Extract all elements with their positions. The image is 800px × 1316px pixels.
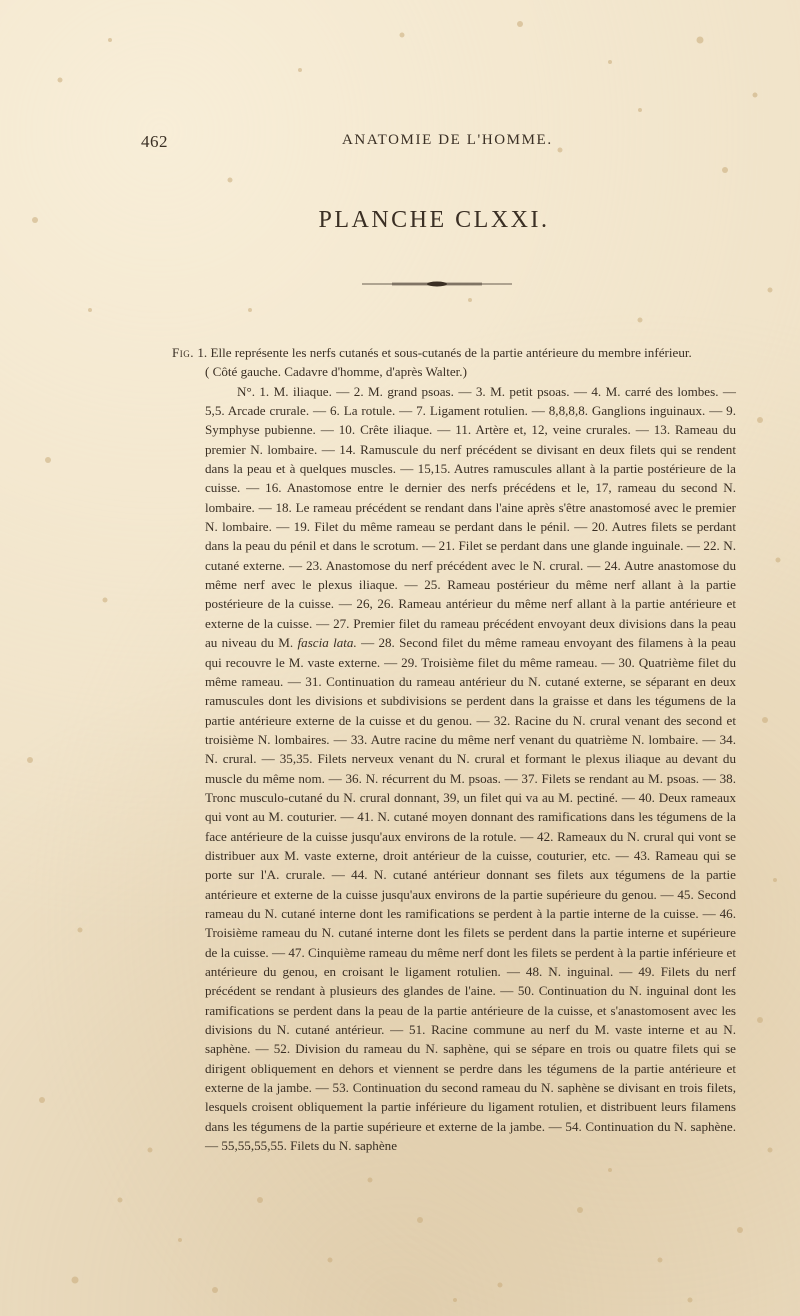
legend-paragraph	[172, 382, 736, 1156]
figure-caption	[172, 343, 736, 362]
figure-legend	[172, 343, 736, 1155]
running-head	[0, 132, 800, 152]
figure-caption-text: Elle représente les nerfs cutanés et sous-cutanés de la partie antérieure du membre inférieur.	[210, 345, 692, 360]
figure-number: 1.	[197, 345, 208, 360]
legend-italic-term: fascia lata.	[297, 635, 357, 651]
plate-title: PLANCHE CLXXI.	[318, 207, 550, 233]
ornamental-rule	[362, 280, 512, 288]
running-title: ANATOMIE DE L'HOMME.	[342, 132, 553, 148]
figure-label: Fig.	[172, 345, 195, 360]
legend-text-part1: N°. 1. M. iliaque. — 2. M. grand psoas. — 3. M. petit psoas. — 4. M. carré des lombes. — 5,5. Arcade crurale. — 6. La rotule. — 7. Ligament rotulien. — 8,8,8,8. Ganglions inguinaux. — 9. Symphyse pubienne. — 10. Crête iliaque. — 11. Artère et, 12, veine crurales. — 13. Rameau du premier N. lombaire. — 14. Ramuscule du nerf précédent se divisant en deux filets qui se rendent dans la peau et à quelques muscles. — 15,15. Autres ramuscules allant à la partie postérieure de la cuisse. — 16. Anastomose entre le dernier des nerfs précédens et le, 17, rameau du second N. lombaire. — 18. Le rameau précédent se rendant dans l'aine après s'être anastomosé avec le premier N. lombaire. — 19. Filet du même rameau se perdant dans le pénil. — 20. Autres filets se perdant dans la peau du pénil et dans le scrotum. — 21. Filet se perdant dans une glande inguinale. — 22. N. cutané externe. — 23. Anastomose du nerf précédent avec le N. crural. — 24. Autre anastomose du même nerf avec le plexus iliaque. — 25. Rameau postérieur du même nerf allant à la partie postérieure de la cuisse. — 26, 26. Rameau antérieur du même nerf allant à la partie antérieure et externe de la cuisse. — 27. Premier filet du rameau précédent envoyant deux divisions dans la peau au niveau du M.	[205, 383, 736, 651]
legend-text-part2: — 28. Second filet du même rameau envoyant des filamens à la peau qui recouvre le M. vaste externe. — 29. Troisième filet du même rameau. — 30. Quatrième filet du même rameau. — 31. Continuation du rameau antérieur du N. cutané externe, se séparant en deux ramuscules dont les divisions et subdivisions se perdent dans la graisse et dans les tégumens de la partie antérieure externe de la cuisse et du genou. — 32. Racine du N. crural venant des second et troisième N. lombaires. — 33. Autre racine du même nerf venant du quatrième N. lombaire. — 34. N. crural. — 35,35. Filets nerveux venant du N. crural et formant le plexus iliaque au devant du muscle du même nom. — 36. N. récurrent du M. psoas. — 37. Filets se rendant au M. psoas. — 38. Tronc musculo-cutané du N. crural donnant, 39, un filet qui va au M. pectiné. — 40. Deux rameaux qui vont au M. couturier. — 41. N. cutané moyen donnant des ramifications dans les tégumens de la face antérieure de la cuisse jusqu'aux environs de la rotule. — 42. Rameaux du N. crural qui vont se distribuer aux M. vaste externe, droit antérieur de la cuisse, couturier, etc. — 43. Rameau qui se porte sur l'A. crurale. — 44. N. cutané antérieur donnant ses filets aux tégumens de la partie antérieure et externe de la cuisse jusqu'aux environs de la partie supérieure du genou. — 45. Second rameau du N. cutané interne dont les ramifications se perdent à la partie interne de la cuisse. — 46. Troisième rameau du N. cutané interne dont les filets se perdent dans la partie interne et supérieure de la cuisse. — 47. Cinquième rameau du même nerf dont les filets se perdent à la partie inférieure et antérieure du genou, en croisant le ligament rotulien. — 48. N. inguinal. — 49. Filets du nerf précédent se rendant à plusieurs des glandes de l'aine. — 50. Continuation du N. inguinal dont les ramifications se perdent dans la peau de la partie antérieure de la cuisse, et s'anastomosent avec les divisions du N. cutané antérieur. — 51. Racine commune au nerf du M. vaste interne et au N. saphène. — 52. Division du rameau du N. saphène, qui se sépare en trois ou quatre filets qui se dirigent obliquement en dehors et viennent se perdre dans les tégumens de la partie antérieure et externe de la jambe. — 53. Continuation du second rameau du N. saphène se divisant en trois filets, lesquels croisent obliquement la partie inférieure du ligament rotulien, et distribuent leurs filamens dans les tégumens de la partie supérieure et externe de la jambe. — 54. Continuation du N. saphène. — 55,55,55,55. Filets du N. saphène	[205, 635, 736, 1154]
figure-subcaption: ( Côté gauche. Cadavre d'homme, d'après Walter.)	[205, 364, 467, 380]
page-number: 462	[141, 132, 168, 151]
